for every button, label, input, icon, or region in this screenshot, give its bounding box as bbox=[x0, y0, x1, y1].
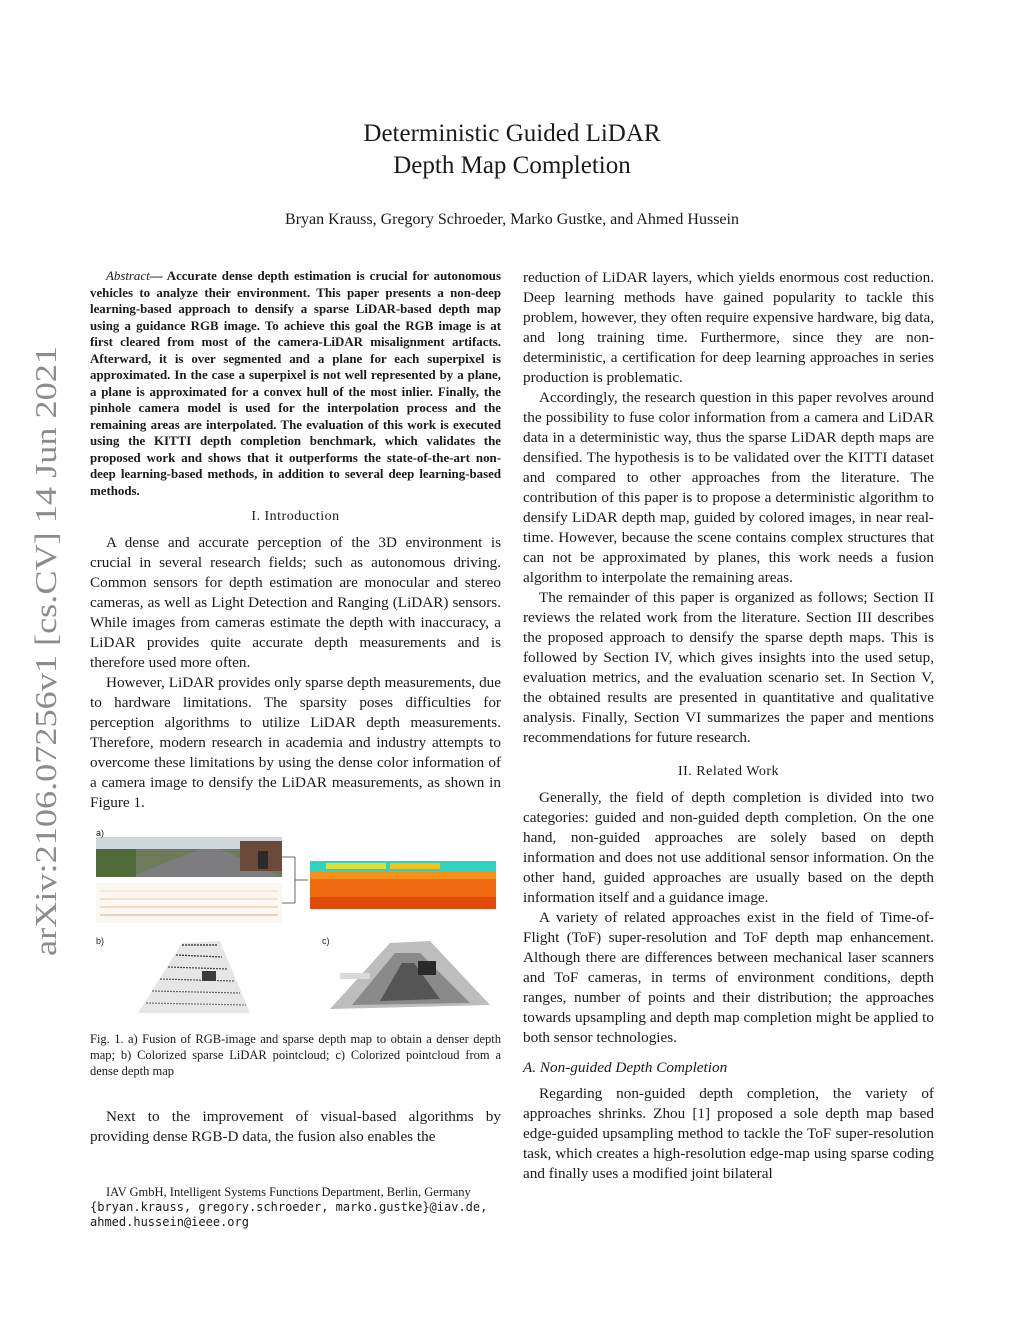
intro-paragraph-3: Next to the improvement of visual-based algorithms by providing dense RGB-D data, the fusion also enables the bbox=[90, 1108, 501, 1145]
abstract bbox=[90, 268, 501, 499]
subsection-paragraph-1: Regarding non-guided depth completion, the variety of approaches shrinks. Zhou [1] proposed a sole depth map based edge-guided upsampling method to tackle the ToF super-resolution task, which creates a high-resolution edge-map using sparse coding and finally uses a modified joint bilateral bbox=[523, 1085, 934, 1182]
left-column bbox=[90, 268, 501, 1230]
abstract-label: Abstract bbox=[106, 269, 150, 283]
title-line-2: Depth Map Completion bbox=[393, 152, 631, 179]
right-paragraph-3: The remainder of this paper is organized as follows; Section II reviews the related work from the literature. Section III describes the proposed approach to densify the sparse depth maps. This is followed by Section IV, which gives insights into the used setup, evaluation metrics, and the evaluation scenario set. In Section V, the obtained results are presented in quantitative and qualitative analysis. Finally, Section VI summarizes the paper and mentions recommendations for future research. bbox=[523, 589, 934, 746]
footnote-emails: {bryan.krauss, gregory.schroeder, marko.gustke}@iav.de, ahmed.hussein@ieee.org bbox=[90, 1200, 488, 1229]
footnote bbox=[90, 1185, 501, 1230]
footnote-affiliation: IAV GmbH, Intelligent Systems Functions Department, Berlin, Germany bbox=[106, 1185, 471, 1199]
title-line-1: Deterministic Guided LiDAR bbox=[363, 120, 661, 147]
arxiv-id: arXiv:2106.07256v1 [cs.CV] 14 Jun 2021 bbox=[28, 434, 63, 956]
figure-label-c: c) bbox=[322, 936, 330, 946]
figure-label-a: a) bbox=[96, 828, 105, 838]
figure-1-graphic bbox=[90, 823, 501, 1023]
right-paragraph-2: Accordingly, the research question in this paper revolves around the possibility to fuse color information from a camera and LiDAR data in a deterministic way, thus the sparse LiDAR depth maps are densified. The hypothesis is to be validated over the KITTI dataset and compared to other approaches from the literature. The contribution of this paper is to propose a deterministic algorithm to densify LiDAR depth map, guided by colored images, in near real-time. However, because the scene contains complex structures that can not be approximated by planes, this work needs a fusion algorithm to interpolate the remaining areas. bbox=[523, 389, 934, 586]
fusion-connector bbox=[282, 857, 308, 903]
paper-title bbox=[200, 118, 824, 182]
abstract-text: Accurate dense depth estimation is crucial for autonomous vehicles to analyze their environment. This paper presents a non-deep learning-based approach to densify a sparse LiDAR-based depth map using a guidance RGB image. To achieve this goal the RGB image is at first cleared from most of the camera-LiDAR misalignment artifacts. Afterward, it is over segmented and a plane for each superpixel is approximated. In the case a superpixel is not well represented by a plane, a plane is approximated for a convex hull of the most inlier. Finally, the pinhole camera model is used for the interpolation process and the remaining areas are interpolated. The evaluation of this work is executed using the KITTI depth completion benchmark, which validates the proposed work and shows that it outperforms the state-of-the-art non-deep learning-based methods, in addition to several deep learning-based methods. bbox=[90, 269, 501, 498]
arxiv-stamp bbox=[22, 340, 66, 960]
related-paragraph-2: A variety of related approaches exist in the field of Time-of-Flight (ToF) super-resolution and ToF depth map enhancement. Although there are differences between mechanical laser scanners and ToF cameras, in terms of environment conditions, depth ranges, number of points and their distribution; the approaches towards upsampling and depth map completion might be applied to both sensor technologies. bbox=[523, 909, 934, 1046]
dense-pointcloud bbox=[330, 941, 490, 1009]
rgb-image bbox=[96, 837, 282, 877]
right-column bbox=[523, 268, 934, 1184]
sparse-pointcloud bbox=[138, 941, 250, 1013]
intro-paragraph-1: A dense and accurate perception of the 3D environment is crucial in several research fields; such as autonomous driving. Common sensors for depth estimation are monocular and stereo cameras, as well as Light Detection and Ranging (LiDAR) sensors. While images from cameras estimate the depth with inaccuracy, a LiDAR provides quite accurate depth measurements and is therefore used more often. bbox=[90, 534, 501, 671]
related-paragraph-1: Generally, the field of depth completion is divided into two categories: guided and non-guided depth completion. On the one hand, non-guided approaches are solely based on depth information and does not use additional sensor information. On the other hand, guided approaches are usually based on the depth information itself and a guidance image. bbox=[523, 789, 934, 906]
arxiv-stamp-svg bbox=[22, 340, 66, 960]
dense-depth-map bbox=[310, 861, 496, 909]
authors: Bryan Krauss, Gregory Schroeder, Marko Gustke, and Ahmed Hussein bbox=[285, 211, 739, 228]
intro-heading: I. Introduction bbox=[251, 509, 340, 524]
figure-1 bbox=[90, 823, 501, 1023]
related-work-heading: II. Related Work bbox=[677, 764, 780, 779]
sparse-depth-map bbox=[96, 883, 282, 923]
intro-paragraph-2: However, LiDAR provides only sparse depth measurements, due to hardware limitations. The sparsity poses difficulties for perception algorithms to utilize LiDAR depth measurements. Therefore, modern research in academia and industry attempts to overcome these limitations by using the dense color information of a camera image to densify the LiDAR measurements, as shown in Figure 1. bbox=[90, 674, 501, 811]
figure-label-b: b) bbox=[96, 936, 105, 946]
figure-1-caption: Fig. 1. a) Fusion of RGB-image and sparse depth map to obtain a denser depth map; b) Colorized sparse LiDAR pointcloud; c) Colorized pointcloud from a dense depth map bbox=[90, 1032, 501, 1078]
abstract-dash: — bbox=[149, 269, 167, 283]
subsection-heading: A. Non-guided Depth Completion bbox=[523, 1059, 728, 1076]
right-paragraph-1: reduction of LiDAR layers, which yields enormous cost reduction. Deep learning methods have gained popularity to tackle this problem, however, they often require expensive hardware, big data, and long training time. Furthermore, since they are non-deterministic, a certification for deep learning approaches in series production is problematic. bbox=[523, 269, 934, 386]
